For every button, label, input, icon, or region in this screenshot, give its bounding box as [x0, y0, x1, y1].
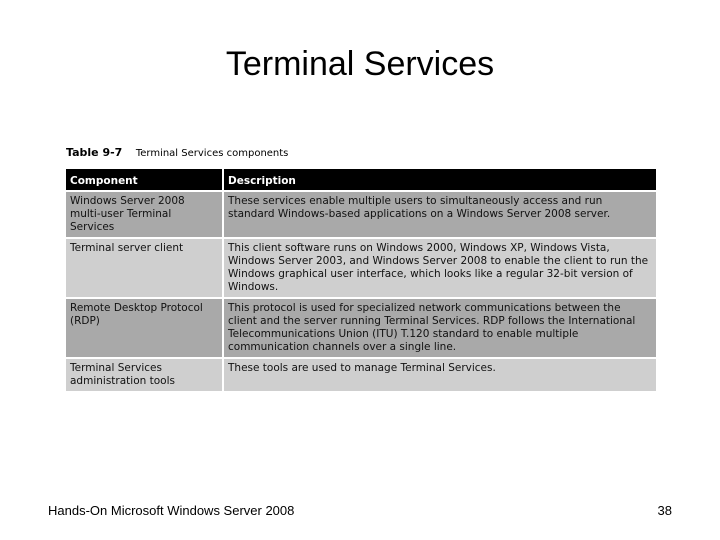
header-description: Description: [224, 169, 656, 190]
description-cell: These tools are used to manage Terminal Services.: [224, 359, 656, 391]
table-number: Table 9-7: [66, 146, 123, 159]
table-header-row: [66, 169, 656, 190]
table-row: [66, 299, 656, 357]
description-cell: These services enable multiple users to simultaneously access and run standard Windows-based applications on a Windows Server 2008 server.: [224, 192, 656, 237]
table-row: [66, 192, 656, 237]
component-cell: Terminal server client: [66, 239, 222, 297]
table-row: [66, 239, 656, 297]
page-number: 38: [657, 503, 672, 518]
table-caption-text: Terminal Services components: [135, 148, 289, 159]
footer-text: Hands-On Microsoft Windows Server 2008: [48, 503, 295, 518]
header-component: Component: [66, 169, 222, 190]
component-cell: Terminal Services administration tools: [66, 359, 222, 391]
component-cell: Remote Desktop Protocol (RDP): [66, 299, 222, 357]
component-cell: Windows Server 2008 multi-user Terminal Services: [66, 192, 222, 237]
table-row: [66, 359, 656, 391]
table-caption: [66, 145, 288, 162]
description-cell: This client software runs on Windows 2000, Windows XP, Windows Vista, Windows Server 2003, and Windows Server 2008 to enable the client to run the Windows graphical user interface, which looks like a regular 32-bit version of Windows.: [224, 239, 656, 297]
slide-title: Terminal Services: [225, 45, 495, 83]
description-cell: This protocol is used for specialized network communications between the client and the server running Terminal Services. RDP follows the International Telecommunications Union (ITU) T.120 standard to enable multiple communication channels over a single line.: [224, 299, 656, 357]
components-table: [64, 167, 658, 393]
